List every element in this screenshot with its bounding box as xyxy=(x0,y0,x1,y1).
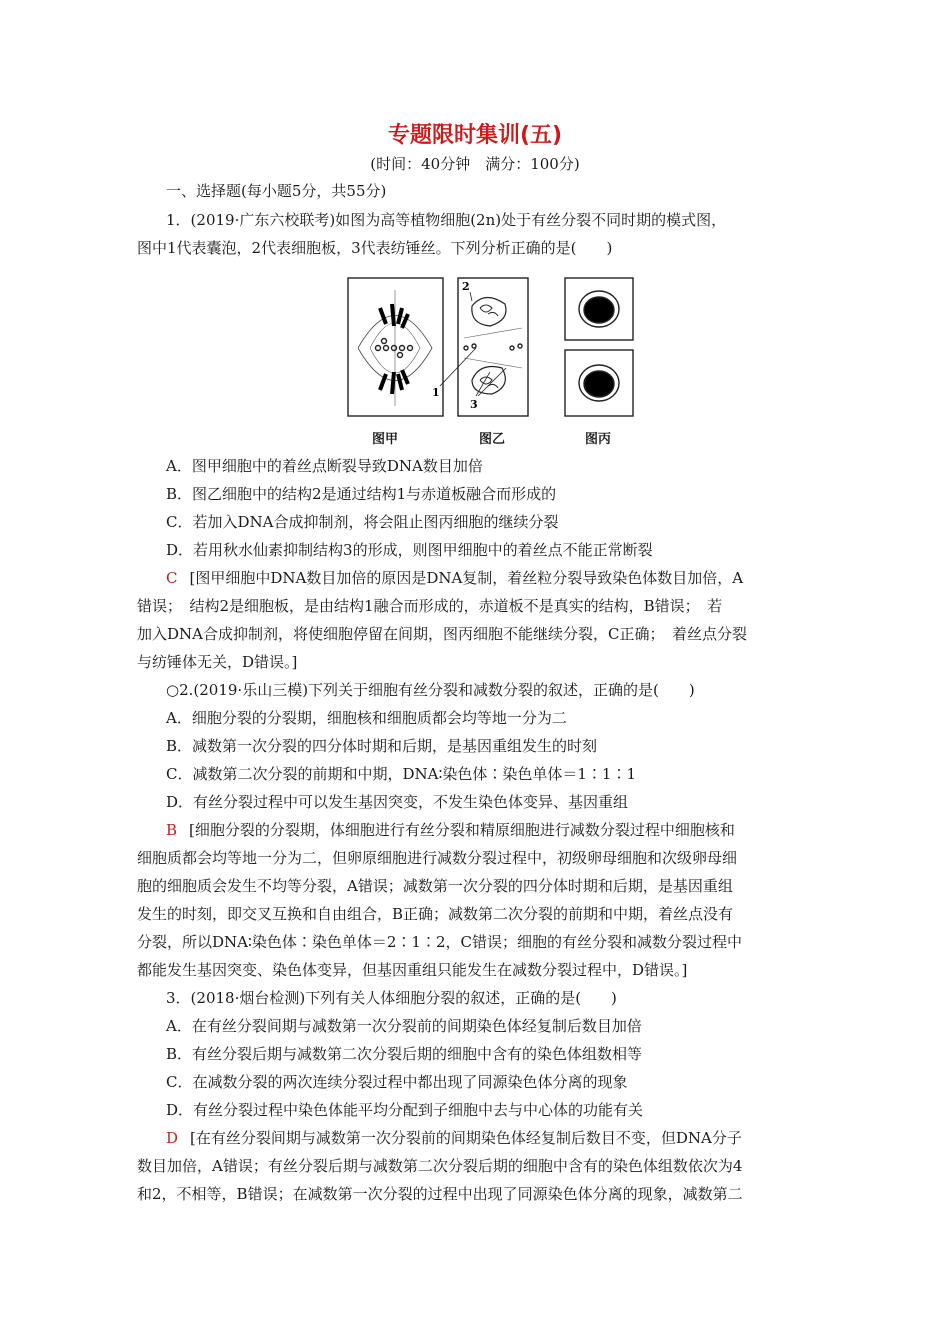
q1-option-b: B．图乙细胞中的结构2是通过结构1与赤道板融合而形成的 xyxy=(166,485,557,503)
figure-a-cell xyxy=(348,278,443,416)
q1-explanation-line: 与纺锤体无关，D错误。] xyxy=(137,653,298,671)
figure-b-label: 图乙 xyxy=(479,432,506,447)
q2-explanation-line: 细胞质都会均等地一分为二，但卵原细胞进行减数分裂过程中，初级卵母细胞和次级卵母细 xyxy=(137,849,738,867)
cell-division-figure xyxy=(340,268,640,450)
q3-option-d: D．有丝分裂过程中染色体能平均分配到子细胞中去与中心体的功能有关 xyxy=(166,1101,644,1119)
figure-c-top-cell xyxy=(565,278,633,340)
q3-explanation-line: 数目加倍，A错误；有丝分裂后期与减数第二次分裂后期的细胞中含有的染色体组数依次为4 xyxy=(137,1157,743,1175)
q3-explanation-line: D [在有丝分裂间期与减数第一次分裂前的间期染色体经复制后数目不变，但DNA分子 xyxy=(166,1129,742,1147)
q3-option-b: B．有丝分裂后期与减数第二次分裂后期的细胞中含有的染色体组数相等 xyxy=(166,1045,643,1063)
figure-a-label: 图甲 xyxy=(372,432,399,447)
figure-c-label: 图丙 xyxy=(585,432,612,447)
q3-option-c: C．在减数分裂的两次连续分裂过程中都出现了同源染色体分离的现象 xyxy=(166,1073,628,1091)
q2-explanation-line: 都能发生基因突变、染色体变异，但基因重组只能发生在减数分裂过程中，D错误。] xyxy=(137,961,688,979)
marker-1: 1 xyxy=(432,386,440,399)
section-heading: 一、选择题(每小题5分，共55分) xyxy=(166,182,387,200)
figure-b-cell xyxy=(440,278,528,416)
q3-stem: 3．(2018·烟台检测)下列有关人体细胞分裂的叙述，正确的是( ) xyxy=(166,989,617,1007)
q1-option-a: A．图甲细胞中的着丝点断裂导致DNA数目加倍 xyxy=(166,457,483,475)
marker-3: 3 xyxy=(470,398,478,411)
q2-answer: B xyxy=(166,821,178,839)
q1-stem-line: 1．(2019·广东六校联考)如图为高等植物细胞(2n)处于有丝分裂不同时期的模式图， xyxy=(166,211,727,229)
q3-option-a: A．在有丝分裂间期与减数第一次分裂前的间期染色体经复制后数目加倍 xyxy=(166,1017,642,1035)
q2-explanation-line: 发生的时刻，即交叉互换和自由组合，B正确；减数第二次分裂的前期和中期，着丝点没有 xyxy=(137,905,734,923)
figure-c-bottom-cell xyxy=(565,350,633,416)
q2-option-b: B．减数第一次分裂的四分体时期和后期，是基因重组发生的时刻 xyxy=(166,737,598,755)
q1-answer: C xyxy=(166,569,178,587)
q2-explanation-line: 胞的细胞质会发生不均等分裂，A错误；减数第一次分裂的四分体时期和后期，是基因重组 xyxy=(137,877,733,895)
q2-stem: ○2.(2019·乐山三模)下列关于细胞有丝分裂和减数分裂的叙述，正确的是( ) xyxy=(166,681,695,699)
page-subtitle: (时间：40分钟 满分：100分) xyxy=(370,155,580,173)
q2-option-c: C．减数第二次分裂的前期和中期，DNA∶染色体∶染色单体＝1∶1∶1 xyxy=(166,765,636,783)
q3-explanation-line: 和2，不相等，B错误；在减数第一次分裂的过程中出现了同源染色体分离的现象，减数第二 xyxy=(137,1185,743,1203)
q1-explanation-line: 错误； 结构2是细胞板，是由结构1融合而形成的，赤道板不是真实的结构，B错误； 若 xyxy=(137,597,723,615)
q2-explanation-line: 分裂，所以DNA∶染色体∶染色单体＝2∶1∶2，C错误；细胞的有丝分裂和减数分裂过程中 xyxy=(137,933,742,951)
q1-explanation-line: C [图甲细胞中DNA数目加倍的原因是DNA复制，着丝粒分裂导致染色体数目加倍，A xyxy=(166,569,744,587)
q2-explanation-line: B [细胞分裂的分裂期，体细胞进行有丝分裂和精原细胞进行减数分裂过程中细胞核和 xyxy=(166,821,735,839)
q1-explanation-line: 加入DNA合成抑制剂，将使细胞停留在间期，图丙细胞不能继续分裂，C正确； 着丝点分裂 xyxy=(137,625,747,643)
page-title: 专题限时集训(五) xyxy=(387,123,563,148)
q1-option-c: C．若加入DNA合成抑制剂，将会阻止图丙细胞的继续分裂 xyxy=(166,513,559,531)
q3-answer: D xyxy=(166,1129,179,1147)
q2-option-d: D．有丝分裂过程中可以发生基因突变，不发生染色体变异、基因重组 xyxy=(166,793,629,811)
q1-stem-line: 图中1代表囊泡，2代表细胞板，3代表纺锤丝。下列分析正确的是( ) xyxy=(137,239,613,257)
q2-option-a: A．细胞分裂的分裂期，细胞核和细胞质都会均等地一分为二 xyxy=(166,709,567,727)
marker-2: 2 xyxy=(462,280,470,293)
q1-option-d: D．若用秋水仙素抑制结构3的形成，则图甲细胞中的着丝点不能正常断裂 xyxy=(166,541,653,559)
